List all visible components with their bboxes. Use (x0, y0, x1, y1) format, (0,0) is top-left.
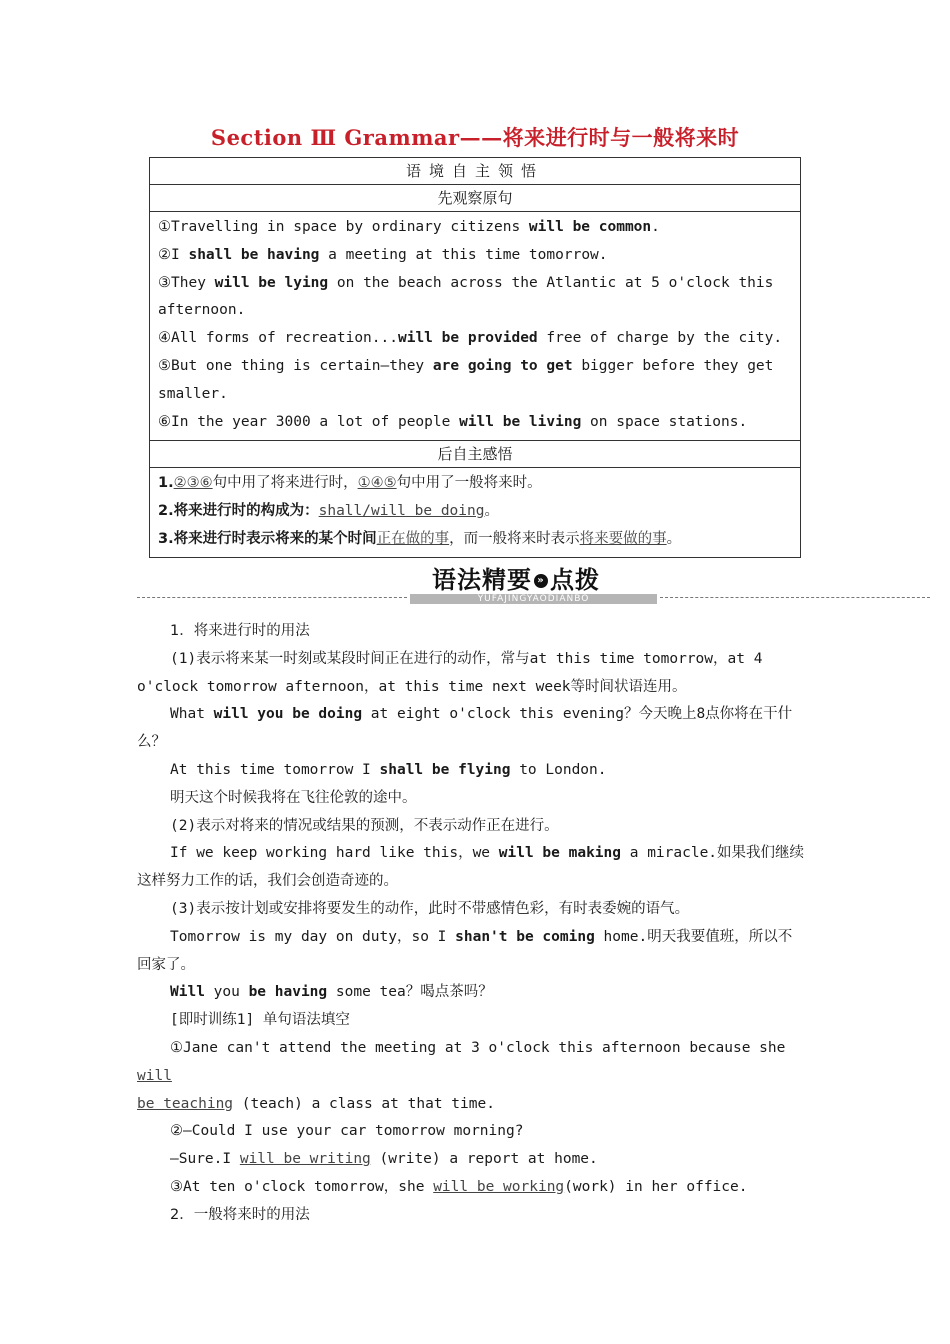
example-4-cont: 回家了。 (137, 956, 195, 973)
page-title: Section Ⅲ Grammar——将来进行时与一般将来时 (210, 125, 740, 150)
answer-blank: be teaching (137, 1095, 234, 1112)
example-sentences (150, 212, 801, 441)
feel-line-3: 3.将来进行时表示将来的某个时间正在做的事，而一般将来时表示将来要做的事。 (158, 530, 682, 547)
heading-1: 1．将来进行时的用法 (170, 623, 310, 639)
sentence-5: ⑤But one thing is certain—they are going to get bigger before they get smaller. (158, 357, 774, 402)
example-1-cont: 么？ (137, 734, 166, 751)
exercise-3: ③At ten o'clock tomorrow，she will be working(work) in her office. (170, 1178, 748, 1195)
exercise-1: ①Jane can't attend the meeting at 3 o'clock this afternoon because she will (137, 1039, 786, 1084)
observation-table (149, 157, 801, 558)
section-header: 语境自主领悟 (150, 158, 801, 185)
answer-blank: ①④⑤ (357, 475, 397, 492)
exercise-2-answer: —Sure.I will be writing (write) a report at home. (170, 1151, 598, 1168)
example-3-cont: 这样努力工作的话，我们会创造奇迹的。 (137, 873, 398, 890)
exercise-heading: [即时训练1] 单句语法填空 (170, 1012, 350, 1029)
example-2-translation: 明天这个时候我将在飞往伦敦的途中。 (170, 789, 417, 806)
para-1-cont: o'clock tomorrow afternoon，at this time next week等时间状语连用。 (137, 678, 687, 695)
example-5: Will you be having some tea？喝点茶吗？ (170, 984, 493, 1001)
answer-blank: ②③⑥ (173, 475, 213, 492)
answer-blank: will (137, 1067, 172, 1084)
grammar-content (137, 618, 817, 1230)
answer-blank: 将来要做的事 (579, 530, 667, 547)
feel-header: 后自主感悟 (150, 441, 801, 468)
banner-pinyin: YUFAJINGYAODIANBO (410, 594, 657, 604)
section-banner (0, 560, 950, 610)
sentence-2: ②I shall be having a meeting at this time tomorrow. (158, 246, 608, 263)
observe-header: 先观察原句 (150, 185, 801, 212)
banner-title: 语法精要 » 点拨 (432, 566, 600, 594)
sentence-6: ⑥In the year 3000 a lot of people will be living on space stations. (158, 413, 748, 430)
arrow-icon: » (534, 574, 548, 588)
sentence-3: ③They will be lying on the beach across the Atlantic at 5 o'clock this afternoon. (158, 274, 774, 319)
exercise-2-question: ②—Could I use your car tomorrow morning? (170, 1123, 524, 1140)
answer-blank: will be writing (239, 1151, 371, 1168)
answer-blank: shall/will be doing (318, 502, 485, 519)
heading-2: 2．一般将来时的用法 (170, 1206, 310, 1223)
sentence-4: ④All forms of recreation...will be provided free of charge by the city. (158, 330, 783, 347)
feel-line-1: 1.②③⑥句中用了将来进行时，①④⑤句中用了一般将来时。 (158, 475, 542, 492)
exercise-1-cont: be teaching (teach) a class at that time. (137, 1095, 495, 1112)
para-1: (1)表示将来某一时刻或某段时间正在进行的动作，常与at this time tomorrow，at 4 (170, 650, 763, 667)
para-2: (2)表示对将来的情况或结果的预测，不表示动作正在进行。 (170, 817, 559, 834)
feel-box (150, 468, 801, 558)
answer-blank: 正在做的事 (376, 530, 450, 547)
feel-line-2: 2.将来进行时的构成为：shall/will be doing。 (158, 502, 499, 519)
example-2: At this time tomorrow I shall be flying to London. (170, 761, 607, 778)
example-1: What will you be doing at eight o'clock this evening？今天晚上8点你将在干什 (170, 706, 793, 723)
sentence-1: ①Travelling in space by ordinary citizens will be common. (158, 219, 660, 235)
example-3: If we keep working hard like this，we will be making a miracle.如果我们继续 (170, 845, 805, 862)
answer-blank: will be working (433, 1178, 565, 1195)
para-3: (3)表示按计划或安排将要发生的动作，此时不带感情色彩，有时表委婉的语气。 (170, 900, 690, 917)
example-4: Tomorrow is my day on duty，so I shan't be coming home.明天我要值班，所以不 (170, 928, 793, 945)
